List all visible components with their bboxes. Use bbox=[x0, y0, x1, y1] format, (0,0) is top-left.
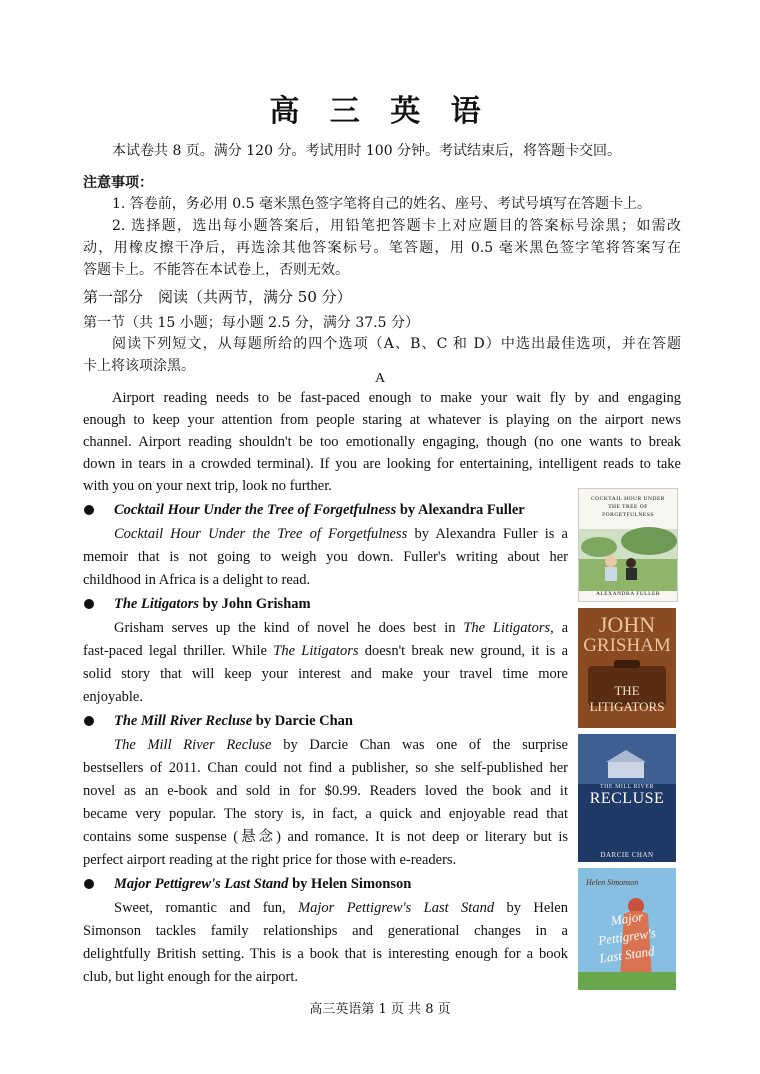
part-1-heading: 第一部分 阅读（共两节，满分 50 分） bbox=[83, 288, 352, 306]
book-4-cover-author: Helen Simonson bbox=[586, 878, 639, 887]
book-4-heading: Major Pettigrew's Last Stand by Helen Simonson bbox=[114, 876, 412, 892]
book-4-line-2: Simonson tackles family relationships and generational changes in a bbox=[83, 923, 568, 939]
passage-line-2: enough to keep your attention from people staring at whatever is playing on the airport news bbox=[83, 412, 681, 428]
book-3-cover-small-title: THE MILL RIVER bbox=[599, 784, 655, 790]
book-3-cover-title: RECLUSE bbox=[589, 790, 665, 807]
book-2-heading: The Litigators by John Grisham bbox=[114, 596, 311, 612]
book-1-heading: Cocktail Hour Under the Tree of Forgetfulness by Alexandra Fuller bbox=[114, 502, 525, 518]
book-1-line-3: childhood in Africa is a delight to read. bbox=[83, 572, 311, 588]
passage-line-5: with you on your next trip, look no further. bbox=[83, 478, 332, 494]
passage-label: A bbox=[374, 371, 386, 386]
book-3-heading: The Mill River Recluse by Darcie Chan bbox=[114, 713, 353, 729]
book-2-line-2: fast-paced legal thriller. While The Litigators doesn't break new ground, it is a bbox=[83, 643, 569, 659]
section-1-heading: 第一节（共 15 小题；每小题 2.5 分，满分 37.5 分） bbox=[83, 315, 419, 331]
book-3-line-3: novel as an e-book and sold in for $0.99. Readers loved the book and it bbox=[83, 783, 568, 799]
book-1-cover bbox=[578, 488, 678, 602]
passage-line-3: channel. Airport reading shouldn't be too emotionally engaging, though (no one wants to break bbox=[83, 434, 681, 450]
note-2-line-2: 动，用橡皮擦干净后，再选涂其他答案标号。笔答题，用 0.5 毫米黑色签字笔将答案写在 bbox=[83, 240, 681, 256]
book-2-cover-author-1: JOHN bbox=[598, 612, 656, 637]
passage-line-4: down in tears in a crowded terminal). If you are looking for entertaining, intelligent reads to take bbox=[83, 456, 681, 472]
bullet-icon bbox=[84, 505, 94, 515]
bullet-icon bbox=[84, 879, 94, 889]
book-4-line-1: Sweet, romantic and fun, Major Pettigrew's Last Stand by Helen bbox=[114, 900, 568, 916]
instruction-line-2: 卡上将该项涂黑。 bbox=[83, 358, 195, 374]
book-2-cover-title-2: LITIGATORS bbox=[589, 699, 665, 714]
notes-heading: 注意事项： bbox=[83, 175, 153, 191]
book-2-line-3: solid story that will keep your interest and make your travel time more bbox=[83, 666, 568, 682]
book-1-line-2: memoir that is not going to weigh you down. Fuller's writing about her bbox=[83, 549, 568, 565]
book-4-cover-title-3: Last Stand bbox=[598, 943, 656, 966]
book-3-line-4: became very popular. The story is, in fact, a quick and enjoyable read that bbox=[83, 806, 568, 822]
book-3-line-1: The Mill River Recluse by Darcie Chan was one of the surprise bbox=[114, 737, 568, 753]
note-2-line-3: 答题卡上。不能答在本试卷上，否则无效。 bbox=[83, 262, 349, 278]
book-2-cover-title-1: THE bbox=[614, 683, 640, 698]
bullet-icon bbox=[84, 599, 94, 609]
book-4-cover-title-2: Pettigrew's bbox=[597, 925, 657, 948]
book-3-line-5: contains some suspense (悬念) and romance. It is not deep or literary but is bbox=[83, 829, 568, 845]
page-footer: 高三英语第 1 页 共 8 页 bbox=[309, 1002, 451, 1017]
book-4-line-3: delightfully British setting. This is a book that is interesting enough for a book bbox=[83, 946, 568, 962]
instruction-line-1: 阅读下列短文，从每题所给的四个选项（A、B、C 和 D）中选出最佳选项，并在答题 bbox=[112, 336, 681, 352]
book-1-line-1: Cocktail Hour Under the Tree of Forgetfulness by Alexandra Fuller is a bbox=[114, 526, 568, 542]
book-1-cover-title: COCKTAIL HOUR UNDER THE TREE OF FORGETFULNESS bbox=[591, 496, 665, 518]
book-3-cover bbox=[578, 734, 676, 862]
book-4-line-4: club, but light enough for the airport. bbox=[83, 969, 299, 985]
book-2-cover bbox=[578, 608, 676, 728]
book-3-line-6: perfect airport reading at the right price for those with e-readers. bbox=[83, 852, 457, 868]
bullet-icon bbox=[84, 716, 94, 726]
note-2-line-1: 2. 选择题，选出每小题答案后，用铅笔把答题卡上对应题目的答案标号涂黑；如需改 bbox=[112, 218, 681, 234]
page-title: 高 三 英 语 bbox=[269, 94, 491, 129]
book-2-line-1: Grisham serves up the kind of novel he does best in The Litigators, a bbox=[114, 620, 569, 636]
note-1: 1. 答卷前，务必用 0.5 毫米黑色签字笔将自己的姓名、座号、考试号填写在答题卡上。 bbox=[112, 196, 651, 212]
book-4-cover bbox=[578, 868, 676, 990]
book-3-cover-author: DARCIE CHAN bbox=[600, 851, 654, 859]
book-3-line-2: bestsellers of 2011. Chan could not find a publisher, so she self-published her bbox=[83, 760, 568, 776]
book-2-cover-author-2: GRISHAM bbox=[583, 635, 671, 656]
passage-line-1: Airport reading needs to be fast-paced enough to make your wait fly by and engaging bbox=[112, 390, 681, 406]
book-1-cover-author: ALEXANDRA FULLER bbox=[595, 591, 661, 597]
book-4-cover-title-1: Major bbox=[609, 908, 645, 929]
book-2-line-4: enjoyable. bbox=[83, 689, 143, 705]
exam-intro: 本试卷共 8 页。满分 120 分。考试用时 100 分钟。考试结束后，将答题卡交回。 bbox=[112, 143, 622, 159]
